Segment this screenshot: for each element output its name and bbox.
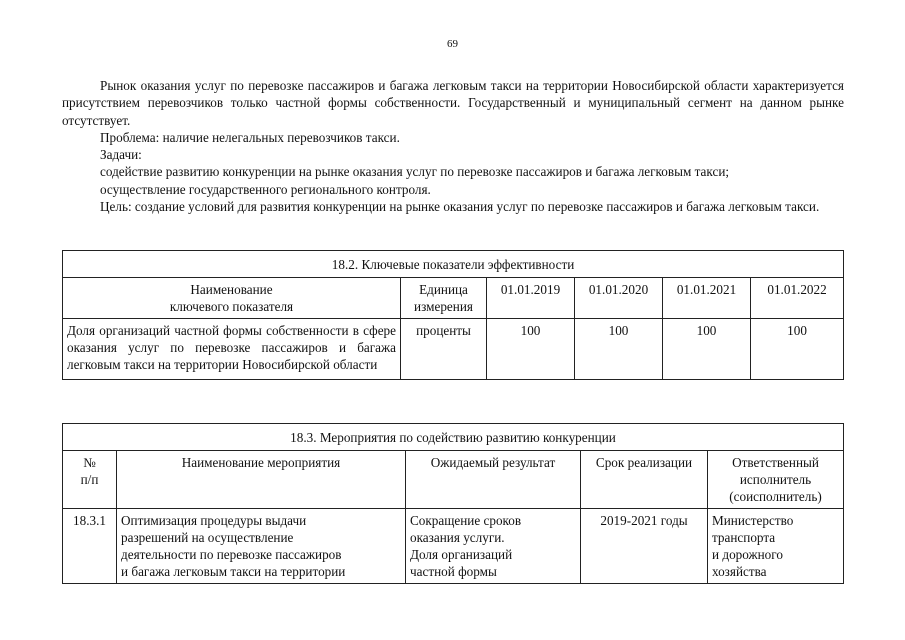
- body-text: [62, 77, 844, 215]
- measures-header-result: Ожидаемый результат: [406, 451, 581, 509]
- kpi-header-name-line1: Наименование: [190, 282, 273, 297]
- measures-header-term: Срок реализации: [581, 451, 708, 509]
- kpi-header-unit-line2: измерения: [414, 299, 473, 314]
- measures-row-term: 2019-2021 годы: [581, 509, 708, 584]
- measures-row-name-line1: Оптимизация процедуры выдачи: [121, 513, 307, 528]
- measures-row-num: 18.3.1: [63, 509, 117, 584]
- measures-row-result-line2: оказания услуги.: [410, 530, 505, 545]
- measures-row-result-line1: Сокращение сроков: [410, 513, 522, 528]
- paragraph-problem: Проблема: наличие нелегальных перевозчиков такси.: [100, 129, 400, 145]
- measures-header-num-line1: №: [83, 455, 96, 470]
- measures-header-num-line2: п/п: [80, 472, 99, 487]
- kpi-row-2021: 100: [663, 319, 751, 380]
- kpi-header-2019: 01.01.2019: [487, 278, 575, 319]
- kpi-table: [62, 250, 844, 380]
- paragraph-tasks-heading: Задачи:: [100, 147, 142, 163]
- paragraph-market-description: Рынок оказания услуг по перевозке пассажиров и багажа легковым такси на территории Новосибирской области характеризуется присутствием перевозчиков только частной формы собственности. Государственный и муниципальный сегмент на данном рынке отсутствует.: [62, 78, 844, 128]
- measures-row-name-line4: и багажа легковым такси на территории: [121, 564, 346, 579]
- measures-row-resp-line2: транспорта: [712, 530, 776, 545]
- measures-table: [62, 423, 844, 584]
- kpi-row-name-text: Доля организаций частной формы собственности в сфере оказания услуг по перевозке пассажиров и багажа легковым такси на территории Новосибирской области: [67, 323, 396, 372]
- kpi-table-title: 18.2. Ключевые показатели эффективности: [63, 251, 844, 278]
- measures-row-responsible: [708, 509, 844, 584]
- measures-row-name: [117, 509, 406, 584]
- kpi-header-2022: 01.01.2022: [751, 278, 844, 319]
- kpi-header-2020: 01.01.2020: [575, 278, 663, 319]
- kpi-header-name: [63, 278, 401, 319]
- kpi-header-name-line2: ключевого показателя: [169, 299, 294, 314]
- paragraph-goal: Цель: создание условий для развития конкуренции на рынке оказания услуг по перевозке пассажиров и багажа легковым такси.: [100, 199, 820, 215]
- measures-row-resp-line4: хозяйства: [712, 564, 767, 579]
- paragraph-task-1: содействие развитию конкуренции на рынке оказания услуг по перевозке пассажиров и багажа легковым такси;: [100, 164, 730, 180]
- measures-row-result-line4: частной формы: [410, 564, 497, 579]
- measures-row-resp-line3: и дорожного: [712, 547, 783, 562]
- measures-header-resp-line2: исполнитель: [739, 472, 812, 487]
- measures-row-result-line3: Доля организаций: [410, 547, 513, 562]
- page-number: 69: [447, 38, 458, 50]
- measures-row-result: [406, 509, 581, 584]
- kpi-row-2019: 100: [487, 319, 575, 380]
- paragraph-task-2: осуществление государственного регионального контроля.: [100, 181, 431, 197]
- kpi-row-2020: 100: [575, 319, 663, 380]
- table-row: [63, 509, 844, 584]
- kpi-header-unit: [401, 278, 487, 319]
- kpi-row-2022: 100: [751, 319, 844, 380]
- measures-header-num: [63, 451, 117, 509]
- kpi-row-unit: проценты: [401, 319, 487, 380]
- measures-header-name: Наименование мероприятия: [117, 451, 406, 509]
- measures-row-name-line3: деятельности по перевозке пассажиров: [121, 547, 342, 562]
- table-row: [63, 319, 844, 380]
- measures-row-name-line2: разрешений на осуществление: [121, 530, 294, 545]
- measures-header-resp-line3: (соисполнитель): [729, 489, 822, 504]
- kpi-header-2021: 01.01.2021: [663, 278, 751, 319]
- measures-row-resp-line1: Министерство: [712, 513, 794, 528]
- measures-table-title: 18.3. Мероприятия по содействию развитию конкуренции: [63, 424, 844, 451]
- measures-header-resp-line1: Ответственный: [732, 455, 819, 470]
- kpi-row-name: [63, 319, 401, 380]
- measures-header-responsible: [708, 451, 844, 509]
- kpi-header-unit-line1: Единица: [419, 282, 468, 297]
